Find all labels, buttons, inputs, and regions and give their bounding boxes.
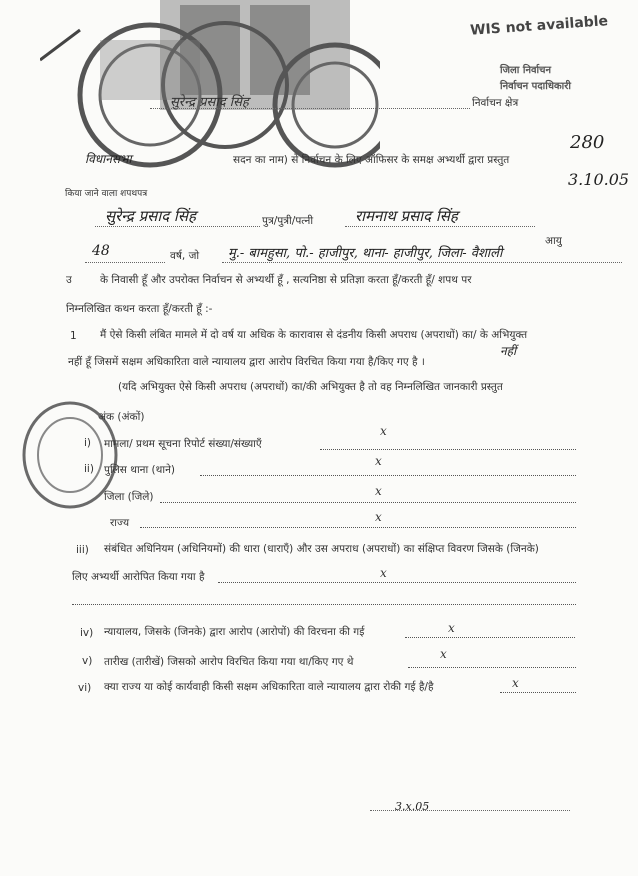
item-iv2-text: न्यायालय, जिसके (जिनके) द्वारा आरोप (आरोपों) की विरचना की गई xyxy=(104,626,365,638)
address-label: वर्ष, जो xyxy=(170,250,200,262)
item-ii-label: मामला/ प्रथम सूचना रिपोर्ट संख्या/संख्याएँ xyxy=(104,438,262,450)
item-ii-mark: x xyxy=(380,424,387,438)
item-sec3-line1: संबंधित अधिनियम (अधिनियमों) की धारा (धाराएँ) और उस अपराध (अपराधों) का संक्षिप्त विवरण जिसके (जिनके) xyxy=(104,543,539,555)
body-line4: निम्नलिखित कथन करता हूँ/करती हूँ :- xyxy=(66,303,213,315)
item-vi-mark: x xyxy=(512,676,519,690)
margin-note-date: 3.10.05 xyxy=(568,170,630,189)
candidate-name: सुरेन्द्र प्रसाद सिंह xyxy=(105,207,196,225)
address-value: मु.- बामहुसा, पो.- हाजीपुर, थाना- हाजीपुर, जिला- वैशाली xyxy=(228,246,503,261)
header-printed-line: सदन का नाम) से निर्वाचन के लिए ऑफिसर के समक्ष अभ्यर्थी द्वारा प्रस्तुत xyxy=(233,154,510,166)
para1-line2: नहीं हूँ जिसमें सक्षम अधिकारिता वाले न्यायालय द्वारा आरोप विरचित किया गया है/किए गए है । xyxy=(68,356,425,368)
para1-prefix: 1 xyxy=(70,330,77,342)
item-sec3-mark: x xyxy=(380,566,387,580)
body-line3: के निवासी हूँ और उपरोक्त निर्वाचन से अभ्यर्थी हूँ , सत्यनिष्ठा से प्रतिज्ञा करता हूँ/करती हूँ/ शपथ पर xyxy=(100,274,472,286)
revenue-stamp-cluster xyxy=(40,0,380,175)
relation-label: पुत्र/पुत्री/पत्नी xyxy=(262,215,314,227)
item-iii-label: पुलिस थाना (थाने) xyxy=(104,464,176,476)
item-iv-label: जिला (जिले) xyxy=(104,491,154,503)
item-ii-prefix: i) xyxy=(84,437,92,449)
para1-line1: मैं ऐसे किसी लंबित मामले में दो वर्ष या अधिक के कारावास से दंडनीय किसी अपराध (अपराधों) का/ के अभियुक्त xyxy=(100,329,528,341)
para2-line1: (यदि अभियुक्त ऐसे किसी अपराध (अपराधों) का/की अभियुक्त है तो वह निम्नलिखित जानकारी प्रस्तुत xyxy=(118,381,503,393)
item-sec3-line2: लिए अभ्यर्थी आरोपित किया गया है xyxy=(72,571,205,583)
margin-note-number: 280 xyxy=(570,132,605,153)
wis-stamp-line1: WIS not available xyxy=(469,13,609,39)
item-iv-mark: x xyxy=(375,484,382,498)
item-iii-prefix: ii) xyxy=(84,463,94,475)
affidavit-label: किया जाने वाला शपथपत्र xyxy=(65,189,148,199)
item-i-label: अंक (अंकों) xyxy=(98,411,145,423)
item-sec3-prefix: iii) xyxy=(76,544,89,556)
header-handwritten-place: विधानसभा xyxy=(85,152,132,166)
item-v-mark: x xyxy=(375,510,382,524)
nirvachan-label: निर्वाचन क्षेत्र xyxy=(472,97,519,109)
body-line3-prefix: उ xyxy=(66,274,72,286)
item-vi-text: क्या राज्य या कोई कार्यवाही किसी सक्षम अधिकारिता वाले न्यायालय द्वारा रोकी गई है/है xyxy=(104,681,434,693)
age-label: आयु xyxy=(545,235,562,247)
item-vi-prefix: vi) xyxy=(78,682,92,694)
wis-stamp-line2: जिला निर्वाचन xyxy=(500,65,552,76)
item-v-label: राज्य xyxy=(110,517,130,529)
item-iv2-prefix: iv) xyxy=(80,627,94,639)
stamp-icon xyxy=(40,0,380,175)
item-iii-mark: x xyxy=(375,454,382,468)
item-v2-mark: x xyxy=(440,647,447,661)
wis-stamp-line3: निर्वाचन पदाधिकारी xyxy=(500,81,571,92)
age-value: 48 xyxy=(92,243,110,259)
item-v2-prefix: v) xyxy=(82,655,93,667)
header-handwritten-name: सुरेन्द्र प्रसाद सिंह xyxy=(170,95,249,110)
item-v2-text: तारीख (तारीखें) जिसको आरोप विरचित किया गया था/किए गए थे xyxy=(104,656,354,668)
father-name: रामनाथ प्रसाद सिंह xyxy=(355,207,458,225)
item-iv2-mark: x xyxy=(448,621,455,635)
bottom-handwritten: 3.x.05 xyxy=(395,800,430,813)
para1-handwritten: नहीं xyxy=(500,344,517,358)
